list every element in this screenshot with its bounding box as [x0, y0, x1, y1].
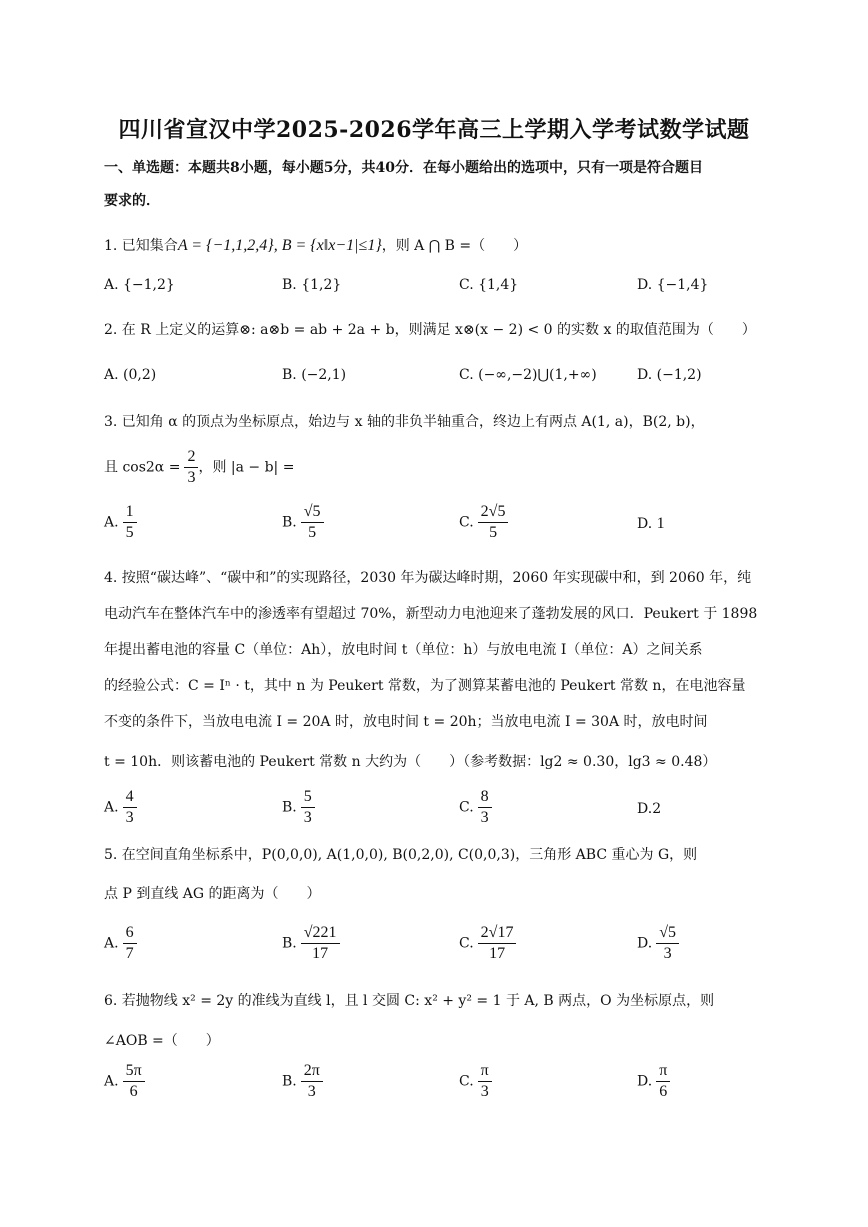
q6-b-num: 2π — [301, 1062, 323, 1082]
q4-d-label: D. — [637, 801, 653, 817]
q4-option-a — [104, 788, 137, 827]
q4-option-b — [282, 788, 315, 827]
q5-c-den: 17 — [489, 945, 506, 962]
q6-d-den: 6 — [659, 1083, 668, 1100]
q5-option-a — [104, 924, 137, 963]
question-5-cont: 点 P 到直线 AG 的距离为（ ） — [104, 886, 321, 902]
q5-c-num: 2√17 — [478, 924, 517, 944]
question-4-l6: t = 10h．则该蓄电池的 Peukert 常数 n 大约为（ ）（参考数据：lg2 ≈ 0.30，lg3 ≈ 0.48） — [104, 754, 717, 770]
q2-option-b: B. (−2,1) — [282, 367, 347, 383]
q3-a-num: 1 — [123, 503, 137, 523]
q3-a-label: A. — [104, 514, 119, 531]
q3-frac-num: 2 — [184, 448, 198, 468]
question-2: 2. 在 R 上定义的运算⊗: a⊗b = ab + 2a + b，则满足 x⊗(x − 2) < 0 的实数 x 的取值范围为（ ） — [104, 322, 756, 338]
q1-option-a: A. {−1,2} — [104, 277, 175, 293]
q6-a-label: A. — [104, 1073, 119, 1090]
q1-suffix: ，则 A ⋂ B =（ ） — [381, 238, 528, 254]
q1-prefix: 1. 已知集合 — [104, 238, 178, 254]
q3-b-num: √5 — [301, 503, 324, 523]
q4-option-d — [637, 799, 661, 819]
q6-option-b — [282, 1062, 323, 1101]
q2-option-d: D. (−1,2) — [637, 367, 702, 383]
q1-option-b: B. {1,2} — [282, 277, 342, 293]
q4-a-num: 4 — [123, 788, 137, 808]
q1-math: A = {−1,1,2,4}, B = {x‖x−1|≤1} — [177, 237, 382, 254]
q3-c-num: 2√5 — [478, 503, 509, 523]
question-1 — [104, 236, 527, 256]
q4-option-c — [459, 788, 492, 827]
q5-b-label: B. — [282, 935, 297, 952]
q4-d-value: 2 — [652, 801, 662, 817]
q2-option-c: C. (−∞,−2)⋃(1,+∞) — [459, 367, 597, 383]
q4-c-den: 3 — [480, 809, 489, 826]
section-heading: 一、单选题：本题共8小题，每小题5分，共40分．在每小题给出的选项中，只有一项是符合题目 — [104, 160, 703, 176]
q5-d-den: 3 — [663, 945, 672, 962]
q5-b-den: 17 — [312, 945, 329, 962]
question-4-l5: 不变的条件下，当放电电流 I = 20A 时，放电时间 t = 20h；当放电电流 I = 30A 时，放电时间 — [104, 714, 708, 730]
q4-b-den: 3 — [303, 809, 312, 826]
q4-a-den: 3 — [125, 809, 134, 826]
question-4-l3: 年提出蓄电池的容量 C（单位：Ah），放电时间 t（单位：h）与放电电流 I（单位：A）之间关系 — [104, 642, 703, 658]
question-3-cont — [104, 448, 294, 487]
q4-a-label: A. — [104, 799, 119, 816]
q6-a-den: 6 — [129, 1083, 138, 1100]
question-3: 3. 已知角 α 的顶点为坐标原点，始边与 x 轴的非负半轴重合，终边上有两点 A(1, a)，B(2, b)， — [104, 414, 705, 430]
question-4-l4: 的经验公式：C = Iⁿ · t，其中 n 为 Peukert 常数，为了测算某蓄电池的 Peukert 常数 n，在电池容量 — [104, 678, 746, 694]
question-4-l2: 电动汽车在整体汽车中的渗透率有望超过 70%，新型动力电池迎来了蓬勃发展的风口．Peukert 于 1898 — [104, 606, 758, 622]
q6-d-label: D. — [637, 1073, 653, 1090]
q3-b-label: B. — [282, 514, 297, 531]
q1-option-d: D. {−1,4} — [637, 277, 709, 293]
q6-b-den: 3 — [307, 1083, 316, 1100]
q6-c-num: π — [478, 1062, 492, 1082]
section-heading-cont: 要求的． — [104, 193, 160, 209]
q5-a-den: 7 — [125, 945, 134, 962]
question-4: 4. 按照“碳达峰”、“碳中和”的实现路径，2030 年为碳达峰时期，2060 年实现碳中和，到 2060 年，纯 — [104, 570, 752, 586]
q6-a-num: 5π — [123, 1062, 145, 1082]
q3-a-den: 5 — [125, 524, 134, 541]
q5-a-num: 6 — [123, 924, 137, 944]
question-6: 6. 若抛物线 x² = 2y 的准线为直线 l，且 l 交圆 C: x² + y² = 1 于 A, B 两点，O 为坐标原点，则 — [104, 993, 715, 1009]
q6-option-a — [104, 1062, 145, 1101]
q3-suffix: ，则 |a − b| = — [198, 459, 295, 476]
q6-option-d — [637, 1062, 670, 1101]
q5-option-c — [459, 924, 516, 963]
q5-d-num: √5 — [656, 924, 679, 944]
q3-option-d — [637, 514, 665, 534]
q5-d-label: D. — [637, 935, 653, 952]
q3-b-den: 5 — [308, 524, 317, 541]
q5-a-label: A. — [104, 935, 119, 952]
q3-option-c — [459, 503, 508, 542]
q6-c-label: C. — [459, 1073, 474, 1090]
q6-b-label: B. — [282, 1073, 297, 1090]
q3-c-den: 5 — [489, 524, 498, 541]
q5-b-num: √221 — [301, 924, 340, 944]
q3-option-b — [282, 503, 324, 542]
q3-option-a — [104, 503, 137, 542]
q3-d-label: D. — [637, 516, 653, 532]
q6-d-num: π — [656, 1062, 670, 1082]
page-title: 四川省宣汉中学2025-2026学年高三上学期入学考试数学试题 — [118, 117, 750, 143]
q5-c-label: C. — [459, 935, 474, 952]
question-6-cont: ∠AOB =（ ） — [104, 1033, 220, 1049]
q1-option-c: C. {1,4} — [459, 277, 519, 293]
q3-fraction — [184, 448, 198, 487]
q3-d-value: 1 — [656, 515, 665, 532]
q5-option-b — [282, 924, 340, 963]
q3-cos-prefix: 且 cos2α = — [104, 459, 181, 476]
q5-option-d — [637, 924, 679, 963]
q6-c-den: 3 — [480, 1083, 489, 1100]
q3-c-label: C. — [459, 514, 474, 531]
q4-b-label: B. — [282, 799, 297, 816]
question-5: 5. 在空间直角坐标系中，P(0,0,0), A(1,0,0), B(0,2,0), C(0,0,3)，三角形 ABC 重心为 G，则 — [104, 847, 698, 863]
q6-option-c — [459, 1062, 492, 1101]
q4-c-num: 8 — [478, 788, 492, 808]
q3-frac-den: 3 — [187, 469, 196, 486]
q4-b-num: 5 — [301, 788, 315, 808]
q4-c-label: C. — [459, 799, 474, 816]
q2-option-a: A. (0,2) — [104, 367, 157, 383]
